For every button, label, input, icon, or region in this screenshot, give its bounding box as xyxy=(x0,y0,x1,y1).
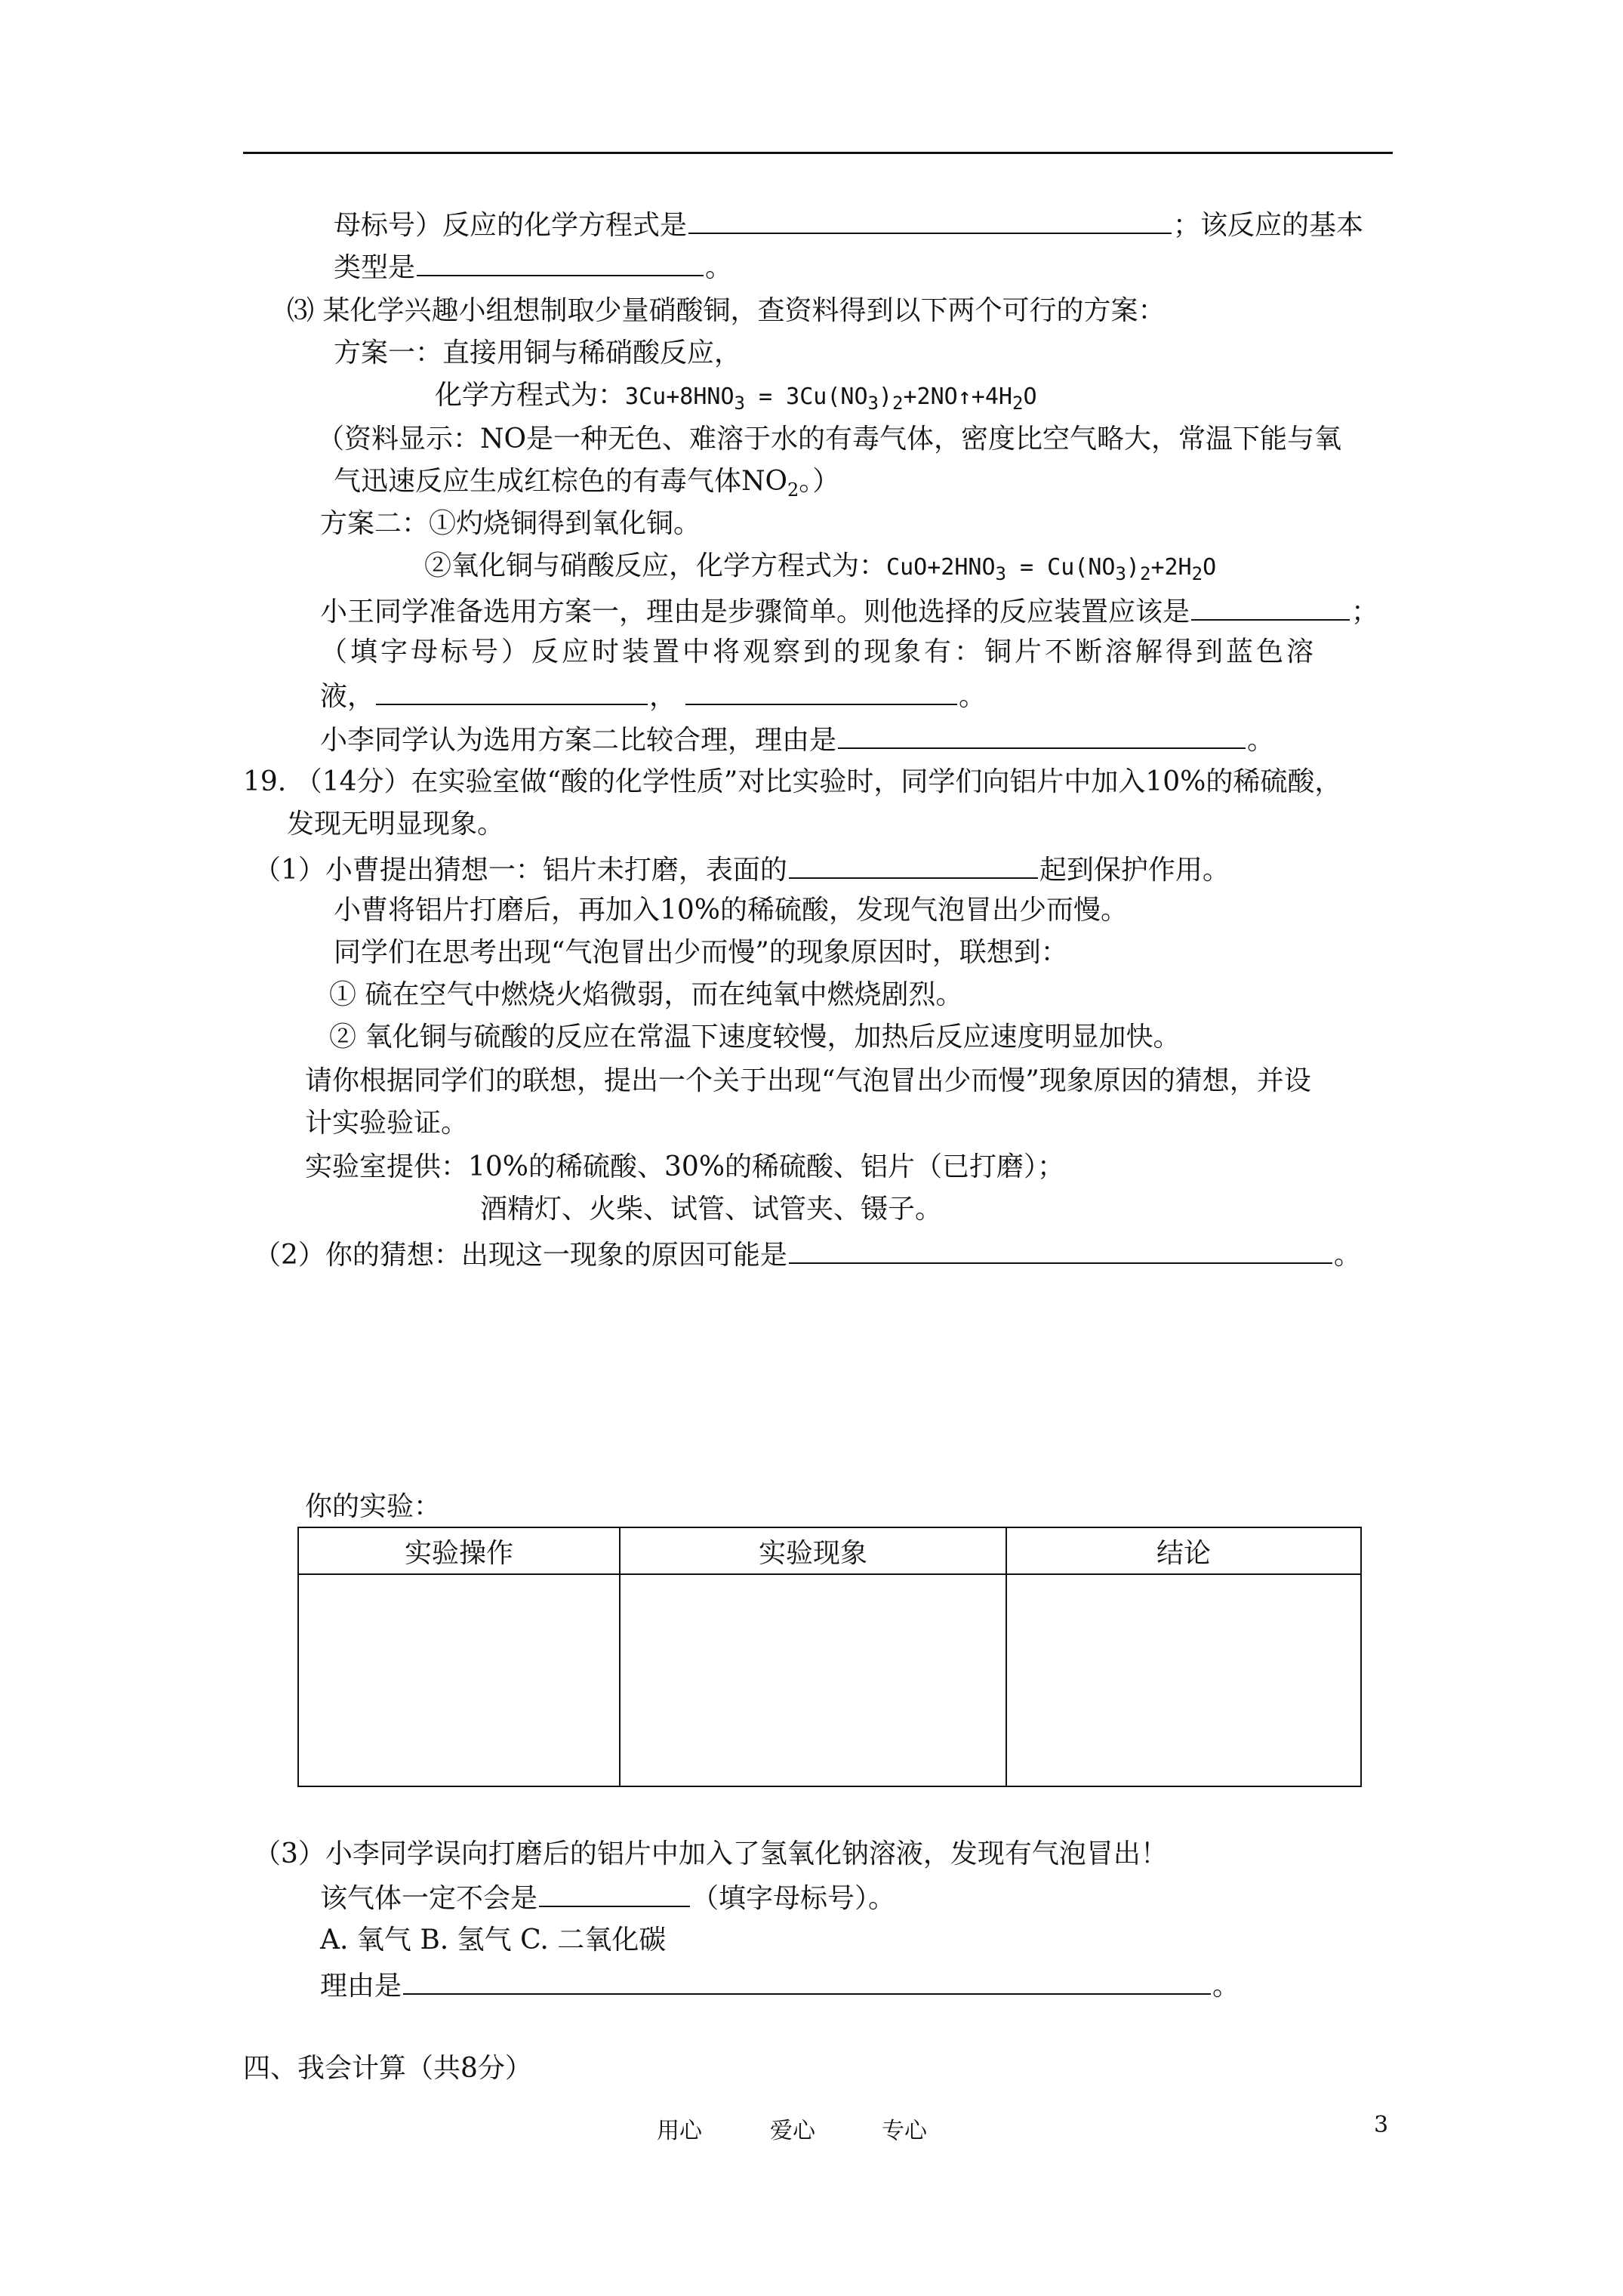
footer-word-3: 专心 xyxy=(882,2118,927,2144)
q19-header: 19. （14分）在实验室做“酸的化学性质”对比实验时，同学们向铝片中加入10%的稀硫酸， xyxy=(243,766,1342,797)
q19-p1-line9: 酒精灯、火柴、试管、试管夹、镊子。 xyxy=(480,1194,943,1225)
text: 。 xyxy=(1333,1240,1361,1271)
q19-p1-line6: 请你根据同学们的联想，提出一个关于出现“气泡冒出少而慢”现象原因的猜想，并设 xyxy=(305,1065,1311,1096)
header-rule xyxy=(243,152,1393,154)
text: 母标号）反应的化学方程式是 xyxy=(334,210,688,241)
text: 。） xyxy=(799,466,840,497)
q19-header2: 发现无明显现象。 xyxy=(287,809,505,840)
q18-p3-intro: ⑶ 某化学兴趣小组想制取少量硝酸铜，查资料得到以下两个可行的方案： xyxy=(287,295,1166,326)
li-line xyxy=(320,722,1274,757)
footer-word-2: 爱心 xyxy=(770,2118,815,2144)
answer-blank xyxy=(417,249,704,276)
q19-p3-line2 xyxy=(320,1880,895,1915)
text: 小李同学认为选用方案二比较合理，理由是 xyxy=(320,725,837,756)
plan2-step2 xyxy=(424,550,1216,590)
q18-p2-line1 xyxy=(334,207,1363,242)
answer-blank xyxy=(685,678,957,705)
q19-p1-line4: ① 硫在空气中燃烧火焰微弱，而在纯氧中燃烧剧烈。 xyxy=(329,979,963,1010)
plan2-step1: 方案二：①灼烧铜得到氧化铜。 xyxy=(320,508,701,539)
text: （2）你的猜想：出现这一现象的原因可能是 xyxy=(254,1240,787,1271)
text: 起到保护作用。 xyxy=(1039,855,1230,886)
text: 理由是 xyxy=(320,1971,402,2002)
table-cell[interactable] xyxy=(298,1574,620,1786)
answer-blank xyxy=(838,722,1246,749)
table-header: 实验现象 xyxy=(620,1527,1006,1574)
text: 化学方程式为： xyxy=(435,380,626,411)
answer-blank xyxy=(539,1880,690,1907)
text: 。 xyxy=(1212,1971,1240,2002)
answer-blank xyxy=(403,1968,1211,1995)
table-cell[interactable] xyxy=(620,1574,1006,1786)
text: ；该反应的基本 xyxy=(1173,210,1364,241)
text: 小王同学准备选用方案一，理由是步骤简单。则他选择的反应装置应该是 xyxy=(320,596,1190,627)
answer-blank xyxy=(789,1237,1332,1264)
q18-p2-line2 xyxy=(334,249,732,285)
text: ， xyxy=(649,681,677,712)
text: ②氧化铜与硝酸反应，化学方程式为： xyxy=(424,550,887,581)
text: （1）小曹提出猜想一：铝片未打磨，表面的 xyxy=(254,855,787,886)
q19-p1-line2: 小曹将铝片打磨后，再加入10%的稀硫酸，发现气泡冒出少而慢。 xyxy=(334,895,1129,926)
table-header: 结论 xyxy=(1006,1527,1361,1574)
section-4-title: 四、我会计算（共8分） xyxy=(243,2053,532,2084)
text: 。 xyxy=(705,252,733,283)
wang-line xyxy=(320,593,1378,629)
q19-p1-line1 xyxy=(254,852,1230,887)
table-header: 实验操作 xyxy=(298,1527,620,1574)
q19-p1-line8: 实验室提供：10%的稀硫酸、30%的稀硫酸、铝片（已打磨）； xyxy=(305,1151,1065,1182)
experiment-label: 你的实验： xyxy=(305,1491,442,1522)
q19-p1-line5: ② 氧化铜与硫酸的反应在常温下速度较慢，加热后反应速度明显加快。 xyxy=(329,1022,1181,1052)
note-line1: （资料显示：NO是一种无色、难溶于水的有毒气体，密度比空气略大，常温下能与氧 xyxy=(317,424,1342,455)
answer-blank xyxy=(1191,593,1350,621)
text: 液， xyxy=(320,681,375,712)
fill-line: （填字母标号）反应时装置中将观察到的现象有：铜片不断溶解得到蓝色溶 xyxy=(320,636,1317,667)
table-cell[interactable] xyxy=(1006,1574,1361,1786)
table-header-row xyxy=(298,1527,1361,1574)
q19-p1-line7: 计实验验证。 xyxy=(305,1108,469,1139)
table-row xyxy=(298,1574,1361,1786)
text: ； xyxy=(1351,596,1379,627)
plan1-equation xyxy=(435,379,1037,420)
text: 气迅速反应生成红棕色的有毒气体NO xyxy=(334,466,788,497)
q19-p1-line3: 同学们在思考出现“气泡冒出少而慢”的现象原因时，联想到： xyxy=(334,937,1068,968)
q19-p3-line1: （3）小李同学误向打磨后的铝片中加入了氢氧化钠溶液，发现有气泡冒出！ xyxy=(254,1838,1168,1869)
text: （填字母标号）。 xyxy=(691,1883,896,1914)
text: 。 xyxy=(1247,725,1275,756)
answer-blank xyxy=(688,207,1172,234)
experiment-table xyxy=(297,1527,1362,1787)
plan1-title: 方案一：直接用铜与稀硝酸反应， xyxy=(334,337,742,368)
liquid-line xyxy=(320,678,986,713)
answer-blank xyxy=(376,678,648,705)
q19-p2-line xyxy=(254,1237,1361,1272)
answer-blank xyxy=(789,852,1038,879)
chemical-equation: $CuO+2HNO_3 = Cu(NO_3)_2+2H_2O$ xyxy=(886,554,1217,584)
note-line2: 气迅速反应生成红棕色的有毒气体$NO_2$。） xyxy=(334,466,840,501)
chemical-equation: $3Cu+8HNO_3$ = $3Cu(NO_3)_2+2NO↑+4H_2O$ xyxy=(625,384,1037,414)
footer-word-1: 用心 xyxy=(657,2118,702,2144)
text: 该气体一定不会是 xyxy=(320,1883,538,1914)
page-number: 3 xyxy=(1374,2112,1389,2138)
q19-p3-reason xyxy=(320,1968,1240,2003)
text: 。 xyxy=(959,681,987,712)
text: 类型是 xyxy=(334,252,416,283)
q19-p3-options: A. 氧气 B. 氢气 C. 二氧化碳 xyxy=(320,1925,667,1955)
